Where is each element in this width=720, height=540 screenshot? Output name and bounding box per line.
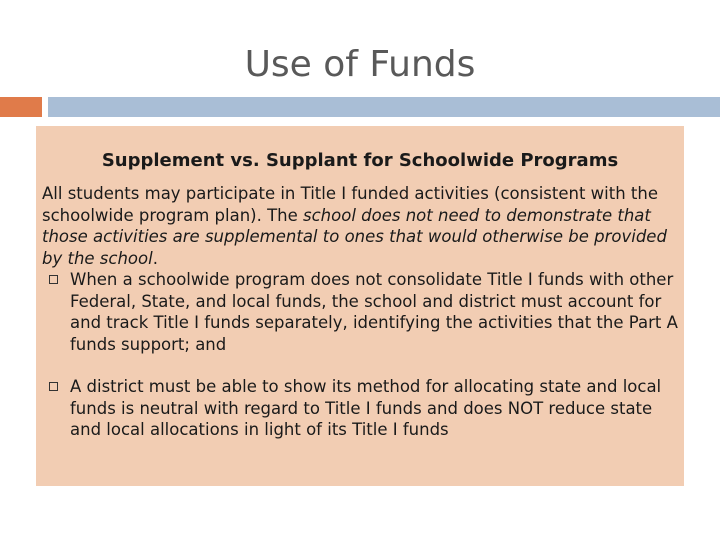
slide-title: Use of Funds bbox=[244, 44, 476, 85]
intro-plain-text: All students may participate in Title I funded activities (consistent with the schoolwide program plan). The bbox=[42, 184, 659, 225]
accent-bar-orange bbox=[0, 97, 42, 117]
bullet-text: When a schoolwide program does not consolidate Title I funds with other Federal, State, and local funds, the school and district must account for and track Title I funds separately, identifying the activities that the Part A funds support; and bbox=[70, 270, 678, 354]
square-bullet-icon bbox=[49, 382, 58, 391]
content-box bbox=[36, 126, 684, 486]
intro-paragraph bbox=[42, 183, 678, 269]
bullet-item bbox=[42, 376, 678, 441]
bullet-text: A district must be able to show its method for allocating state and local funds is neutral with regard to Title I funds and does NOT reduce state and local allocations in light of its Title I funds bbox=[70, 377, 662, 439]
intro-end-text: . bbox=[152, 248, 158, 268]
accent-bar-blue bbox=[48, 97, 720, 117]
content-subtitle: Supplement vs. Supplant for Schoolwide Programs bbox=[101, 150, 619, 171]
bullet-item bbox=[42, 269, 678, 355]
square-bullet-icon bbox=[49, 275, 58, 284]
intro-italic-text: school does not need to demonstrate that those activities are supplemental to ones that would otherwise be provided by the school bbox=[42, 205, 667, 268]
